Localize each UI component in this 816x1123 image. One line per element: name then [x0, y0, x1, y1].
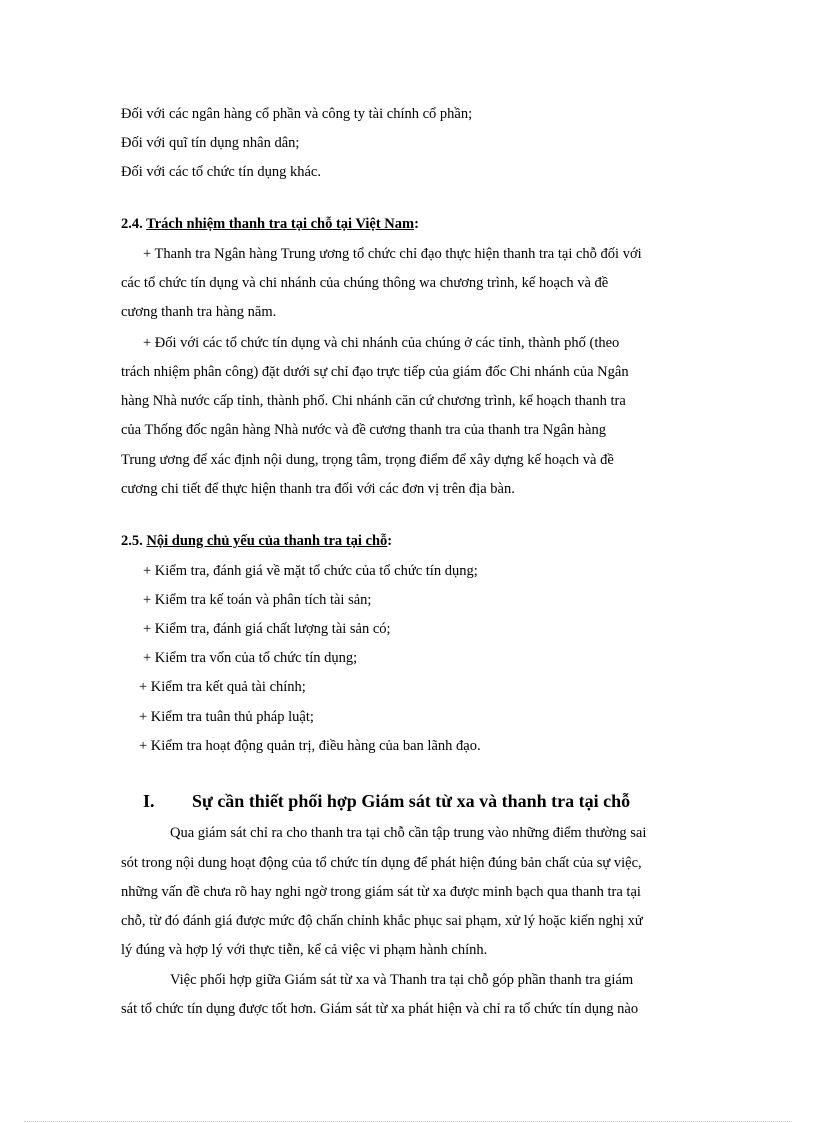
section-number: 2.4.	[121, 216, 147, 232]
intro-line: Đối với các ngân hàng cổ phần và công ty tài chính cổ phần;	[121, 106, 473, 122]
section-number: 2.5.	[121, 533, 147, 549]
section-2-4-heading	[121, 215, 419, 233]
list-item: + Kiểm tra kế toán và phân tích tài sản;	[143, 592, 372, 608]
list-item: + Kiểm tra hoạt động quản trị, điều hàng của ban lãnh đạo.	[139, 738, 481, 754]
paragraph-line: cương thanh tra hàng năm.	[121, 304, 277, 320]
list-item: + Kiểm tra kết quả tài chính;	[139, 679, 306, 695]
list-item: + Kiểm tra, đánh giá chất lượng tài sản có;	[143, 621, 391, 637]
list-item: + Kiểm tra, đánh giá về mặt tổ chức của tổ chức tín dụng;	[143, 563, 478, 579]
list-item: + Kiểm tra tuân thủ pháp luật;	[139, 709, 314, 725]
paragraph-line: Trung ương để xác định nội dung, trọng tâm, trọng điểm để xây dựng kế hoạch và đề	[121, 452, 614, 468]
section-colon: :	[414, 216, 419, 232]
paragraph-line: cương chi tiết để thực hiện thanh tra đối với các đơn vị trên địa bàn.	[121, 481, 515, 497]
section-title: Trách nhiệm thanh tra tại chỗ tại Việt Nam	[146, 216, 415, 232]
paragraph-line: + Thanh tra Ngân hàng Trung ương tổ chức chỉ đạo thực hiện thanh tra tại chỗ đối với	[143, 246, 642, 262]
intro-line: Đối với quĩ tín dụng nhân dân;	[121, 135, 300, 151]
paragraph-line: lý đúng và hợp lý với thực tiễn, kể cả việc vi phạm hành chính.	[121, 942, 488, 958]
paragraph-line: những vấn đề chưa rõ hay nghi ngờ trong giám sát từ xa được minh bạch qua thanh tra tại	[121, 884, 641, 900]
section-numeral: I.	[143, 791, 155, 811]
paragraph-line: trách nhiệm phân công) đặt dưới sự chỉ đạo trực tiếp của giám đốc Chi nhánh của Ngân	[121, 364, 629, 380]
section-2-5-heading	[121, 532, 392, 550]
paragraph-line: hàng Nhà nước cấp tỉnh, thành phố. Chi nhánh căn cứ chương trình, kế hoạch thanh tra	[121, 393, 626, 409]
list-item: + Kiểm tra vốn của tổ chức tín dụng;	[143, 650, 358, 666]
paragraph-line: của Thống đốc ngân hàng Nhà nước và đề cương thanh tra của thanh tra Ngân hàng	[121, 422, 606, 438]
intro-line: Đối với các tổ chức tín dụng khác.	[121, 164, 321, 180]
section-title: Nội dung chủ yếu của thanh tra tại chỗ	[146, 533, 388, 549]
paragraph-line: Việc phối hợp giữa Giám sát từ xa và Thanh tra tại chỗ góp phần thanh tra giám	[170, 972, 634, 988]
paragraph-line: các tổ chức tín dụng và chi nhánh của chúng thông wa chương trình, kế hoạch và đề	[121, 275, 609, 291]
page-bottom-divider	[24, 1121, 792, 1122]
paragraph-line: sót trong nội dung hoạt động của tổ chức tín dụng để phát hiện đúng bản chất của sự việc,	[121, 855, 642, 871]
section-colon: :	[387, 533, 393, 549]
paragraph-line: sát tổ chức tín dụng được tốt hơn. Giám sát từ xa phát hiện và chỉ ra tổ chức tín dụng nào	[121, 1001, 639, 1017]
paragraph-line: Qua giám sát chỉ ra cho thanh tra tại chỗ cần tập trung vào những điểm thường sai	[170, 825, 647, 841]
paragraph-line: + Đối với các tổ chức tín dụng và chi nhánh của chúng ở các tỉnh, thành phố (theo	[143, 335, 620, 351]
paragraph-line: chỗ, từ đó đánh giá được mức độ chấn chỉnh khắc phục sai phạm, xử lý hoặc kiến nghị xử	[121, 913, 643, 929]
section-i-title: Sự cần thiết phối hợp Giám sát từ xa và thanh tra tại chỗ	[192, 791, 631, 811]
